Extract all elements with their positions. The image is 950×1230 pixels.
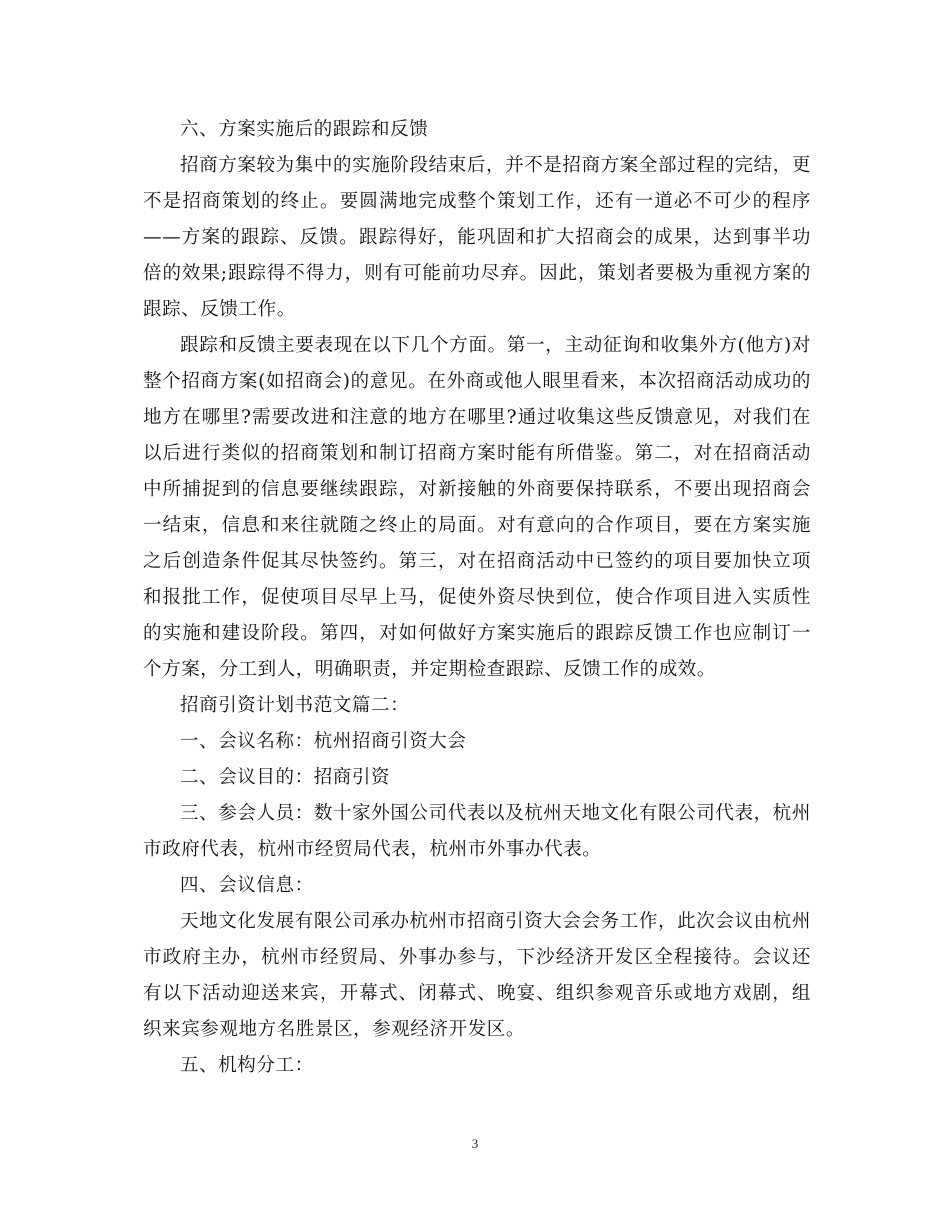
meeting-info-paragraph: 天地文化发展有限公司承办杭州市招商引资大会会务工作，此次会议由杭州市政府主办，杭州市经贸局、外事办参与，下沙经济开发区全程接待。会议还有以下活动迎送来宾，开幕式、闭幕式、晚宴、组织参观音乐或地方戏剧，组织来宾参观地方名胜景区，参观经济开发区。 <box>143 911 811 1040</box>
meeting-name: 一、会议名称：杭州招商引资大会 <box>180 731 467 752</box>
paragraph-tracking-intro: 招商方案较为集中的实施阶段结束后，并不是招商方案全部过程的完结，更不是招商策划的终止。要圆满地完成整个策划工作，还有一道必不可少的程序——方案的跟踪、反馈。跟踪得好，能巩固和扩大招商会的成果，达到事半功倍的效果;跟踪得不得力，则有可能前功尽弃。因此，策划者要极为重视方案的跟踪、反馈工作。 <box>143 155 811 320</box>
paragraph-tracking-aspects: 跟踪和反馈主要表现在以下几个方面。第一，主动征询和收集外方(他方)对整个招商方案(如招商会)的意见。在外商或他人眼里看来，本次招商活动成功的地方在哪里?需要改进和注意的地方在哪里?通过收集这些反馈意见，对我们在以后进行类似的招商策划和制订招商方案时能有所借鉴。第二，对在招商活动中所捕捉到的信息要继续跟踪，对新接触的外商要保持联系，不要出现招商会一结束，信息和来往就随之终止的局面。对有意向的合作项目，要在方案实施之后创造条件促其尽快签约。第三，对在招商活动中已签约的项目要加快立项和报批工作，促使项目尽早上马，促使外资尽快到位，使合作项目进入实质性的实施和建设阶段。第四，对如何做好方案实施后的跟踪反馈工作也应制订一个方案，分工到人，明确职责，并定期检查跟踪、反馈工作的成效。 <box>143 335 811 680</box>
organization-division-heading: 五、机构分工： <box>180 1055 314 1076</box>
meeting-participants: 三、参会人员：数十家外国公司代表以及杭州天地文化有限公司代表，杭州市政府代表，杭州市经贸局代表，杭州市外事办代表。 <box>143 803 811 860</box>
heading-sample-two: 招商引资计划书范文篇二： <box>180 695 410 716</box>
meeting-purpose: 二、会议目的：招商引资 <box>180 767 391 788</box>
page-number: 3 <box>471 1136 479 1151</box>
document-body <box>143 112 811 1084</box>
meeting-info-heading: 四、会议信息： <box>180 875 314 896</box>
section-heading-tracking: 六、方案实施后的跟踪和反馈 <box>180 119 429 140</box>
